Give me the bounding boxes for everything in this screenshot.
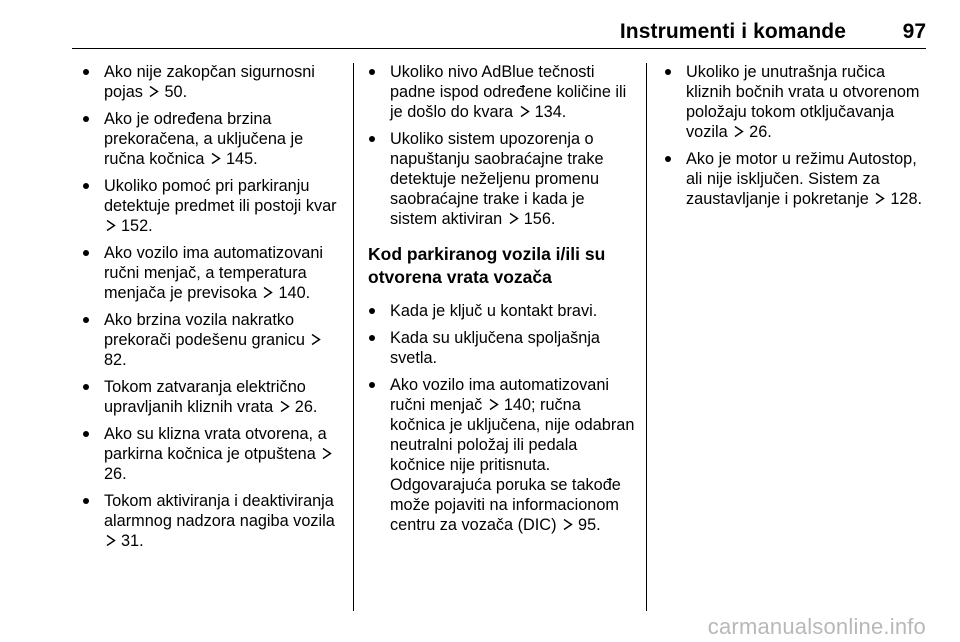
list-item-text: Ako su klizna vrata otvorena, a parkirna kočnica je otpuštena: [104, 425, 327, 463]
list-item: [82, 491, 344, 551]
page-reference-icon: [320, 447, 333, 460]
page-header: [72, 20, 926, 49]
bullet-icon: [83, 384, 89, 390]
bullet-icon: [83, 317, 89, 323]
page-reference-icon: [261, 286, 274, 299]
list-item: [82, 377, 344, 417]
page-reference: 26.: [749, 123, 772, 141]
list-item: [368, 375, 636, 535]
page-reference-icon: [104, 534, 117, 547]
column-divider: [646, 63, 647, 611]
list-item-text: Tokom aktiviranja i deaktiviranja alarmnog nadzora nagiba vozila: [104, 492, 335, 530]
column-2: [368, 62, 636, 542]
list-item-text: Ukoliko je unutrašnja ručica kliznih bočnih vrata u otvorenom položaju tokom otključavanja vozila: [686, 63, 920, 141]
list-item: [664, 62, 932, 142]
page-reference: 156.: [523, 210, 556, 228]
list-item: [82, 176, 344, 236]
list-item: [368, 301, 636, 321]
watermark: carmanualsonline.info: [707, 614, 926, 639]
page-reference-icon: [104, 219, 117, 232]
bullet-icon: [369, 136, 375, 142]
section-heading: Kod parkiranog vozila i/ili su otvorena vrata vozača: [368, 244, 606, 287]
page-reference-icon: [561, 518, 574, 531]
column-3: [664, 62, 932, 216]
page-reference-icon: [278, 400, 291, 413]
page-reference: 95.: [578, 516, 601, 534]
page-reference: 31.: [121, 532, 144, 550]
list-item: [82, 109, 344, 169]
list-item-text: Ako vozilo ima automatizovani ručni menjač: [390, 376, 609, 414]
page-reference: 128.: [890, 190, 923, 208]
bullet-icon: [369, 308, 375, 314]
list-item: [368, 62, 636, 122]
list-item: [82, 310, 344, 370]
page-reference-icon: [309, 333, 322, 346]
bullet-icon: [83, 431, 89, 437]
page-reference-icon: [518, 105, 531, 118]
page-reference-icon: [487, 398, 500, 411]
page-reference: 26.: [294, 398, 318, 416]
list-item-text: Ako je određena brzina prekoračena, a uključena je ručna kočnica: [104, 110, 304, 168]
list-item-text: Ako je motor u režimu Autostop, ali nije isključen. Sistem za zaustavljanje i pokretanje: [686, 150, 917, 208]
list-item: [368, 328, 636, 368]
page-reference: 26.: [104, 465, 127, 483]
page-reference-icon: [209, 152, 222, 165]
column-1: [82, 62, 344, 558]
page-reference-icon: [507, 212, 520, 225]
page-number: 97: [902, 20, 926, 43]
bullet-icon: [83, 69, 89, 75]
list-item-text: Kada je ključ u kontakt bravi.: [390, 302, 598, 320]
bullet-list: [664, 62, 932, 209]
page-reference: 140.: [278, 284, 311, 302]
list-item: [82, 424, 344, 484]
page-reference: 140; ručna kočnica je uključena, nije odabran neutralni položaj ili pedala kočnice nije pritisnuta. Odgovarajuća poruka se takođe može pojaviti na informacionom centru za vozača (DIC): [390, 396, 635, 534]
page-reference: 50.: [164, 83, 188, 101]
page-reference-icon: [147, 85, 160, 98]
bullet-icon: [369, 335, 375, 341]
list-item: [82, 243, 344, 303]
page-reference: 152.: [121, 217, 153, 235]
bullet-icon: [369, 69, 375, 75]
list-item-text: Ukoliko sistem upozorenja o napuštanju saobraćajne trake detektuje neželjenu promenu saobraćajne trake i kada je sistem aktiviran: [390, 130, 604, 228]
bullet-icon: [83, 498, 89, 504]
list-item-text: Ako vozilo ima automatizovani ručni menjač, a temperatura menjača je previsoka: [104, 244, 323, 302]
page-title: Instrumenti i komande: [619, 20, 846, 43]
list-item: [368, 129, 636, 229]
bullet-list: [82, 62, 344, 551]
column-divider: [353, 63, 354, 611]
bullet-list: [368, 62, 636, 229]
bullet-icon: [83, 250, 89, 256]
bullet-list: [368, 301, 636, 535]
list-item-text: Kada su uključena spoljašnja svetla.: [390, 329, 600, 367]
list-item-text: Ako nije zakopčan sigurnosni pojas: [104, 63, 315, 101]
page-reference-icon: [732, 125, 745, 138]
bullet-icon: [665, 69, 671, 75]
bullet-icon: [665, 156, 671, 162]
page-reference: 134.: [534, 103, 567, 121]
list-item: [82, 62, 344, 102]
page-reference: 82.: [104, 351, 127, 369]
bullet-icon: [83, 183, 89, 189]
bullet-icon: [369, 382, 375, 388]
bullet-icon: [83, 116, 89, 122]
list-item-text: Ako brzina vozila nakratko prekorači podešenu granicu: [104, 311, 305, 349]
list-item-text: Ukoliko nivo AdBlue tečnosti padne ispod određene količine ili je došlo do kvara: [390, 63, 627, 121]
list-item-text: Ukoliko pomoć pri parkiranju detektuje predmet ili postoji kvar: [104, 177, 337, 215]
list-item-text: Tokom zatvaranja električno upravljanih kliznih vrata: [104, 378, 306, 416]
list-item: [664, 149, 932, 209]
page-reference: 145.: [226, 150, 258, 168]
page-reference-icon: [873, 192, 886, 205]
